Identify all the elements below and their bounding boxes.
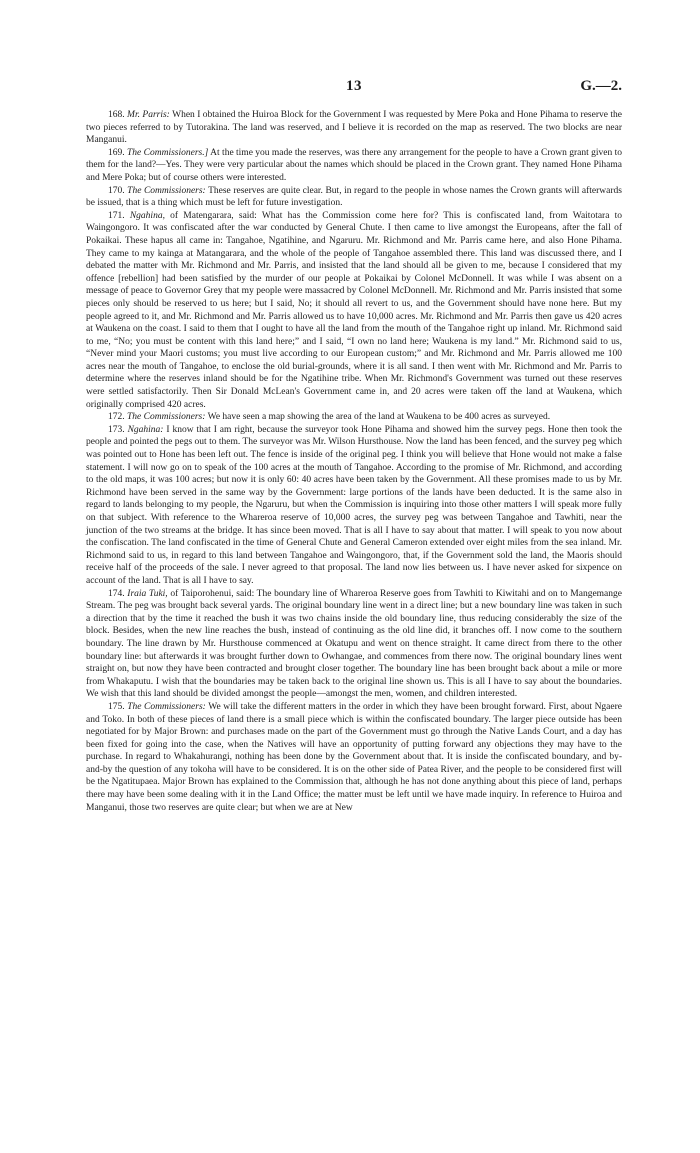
page-number: 13 bbox=[346, 78, 362, 94]
speaker-name: Iraia Tuki, bbox=[127, 588, 168, 599]
speaker-name: Mr. Parris: bbox=[127, 110, 170, 120]
speaker-name: The Commissioners: bbox=[127, 701, 206, 712]
paragraph-169 bbox=[86, 147, 622, 185]
paragraph-number: 175. bbox=[108, 701, 125, 712]
speaker-name: The Commissioners: bbox=[127, 412, 206, 423]
paragraph-text: When I obtained the Huiroa Block for the Government I was requested by Mere Poka and Hone Pihama to reserve the two pieces referred to by Tutorakina. The land was reserved, and I believe it is recorded on the map as reserved. The two blocks are near Manganui. bbox=[86, 110, 622, 146]
speaker-name: The Commissioners: bbox=[127, 185, 206, 196]
speaker-name: The Commissioners.] bbox=[127, 147, 209, 158]
paragraph-number: 168. bbox=[108, 110, 125, 120]
paragraph-text: These reserves are quite clear. But, in regard to the people in whose names the Crown grants will afterwards be issued, that is a thing which must be left for future investigation. bbox=[86, 185, 622, 209]
paragraph-172 bbox=[86, 411, 622, 424]
paragraph-text: At the time you made the reserves, was there any arrangement for the people to have a Crown grant given to them for the land?—Yes. They were very particular about the names which should be placed in the Crown grant. They named Hone Pihama and Mere Poka; but of course others were interested. bbox=[86, 147, 622, 183]
speaker-name: Ngahina, bbox=[129, 210, 165, 221]
paragraph-number: 171. bbox=[108, 210, 125, 221]
paragraph-number: 174. bbox=[108, 588, 125, 599]
paragraph-number: 172. bbox=[108, 412, 125, 423]
speaker-name: Ngahina: bbox=[127, 424, 164, 435]
paragraph-number: 170. bbox=[108, 185, 125, 196]
paragraph-text: of Taiporohenui, said: The boundary line of Whareroa Reserve goes from Tawhiti to Kiwitahi and on to Mangemange Stream. The peg was brought back several yards. The original boundary line went in a direct line; but a new boundary line was taken in such a direction that by the time it reached the bush it was two chains inside the old boundary line, thus reducing considerably the size of the block. Besides, when the new line reaches the bush, instead of continuing as the old line did, it branches off. I now come to the southern boundary. The line drawn by Mr. Hursthouse commenced at Okatupu and went on thence straight. It came direct from there to the other boundary line: but afterwards it was brought further down to Owhangae, and commences from there now. The original boundary lines went straight on, but now they have been contracted and brought closer together. The boundary line has been brought back about a mile or more from Whakaputu. I wish that the boundaries may be taken back to the original line shown us. This is all I have to say about the boundaries. We wish that this land should be divided amongst the people—amongst the men, women, and children interested. bbox=[86, 588, 622, 700]
paragraph-171 bbox=[86, 210, 622, 412]
paragraph-text: of Matengarara, said: What has the Commission come here for? This is confiscated land, from Waitotara to Waingongoro. It was confiscated after the war conducted by General Chute. I then came to live amongst the Europeans, after the fall of Pokaikai. These hapus all came in: Tangahoe, Ngatihine, and Ngaruru. Mr. Richmond and Mr. Parris came here, and also Hone Pihama. They came to my kainga at Matangarara, and the whole of the people of Tangahoe assembled there. This land was discussed there, and I debated the matter with Mr. Richmond and Mr. Parris, and insisted that the land should all be given to me, because I considered that my offence [rebellion] had been satisfied by the murder of our people at Pokaikai by Colonel McDonnell. It was while I was absent on a message of peace to Governor Grey that my people were massacred by Colonel McDonnell. Mr. Richmond and Mr. Parris insisted that some pieces only should be reserved to us here; but I said, No; it should all revert to us, and the Government should have none here. But my people agreed to it, and Mr. Richmond and Mr. Parris allowed us to have 10,000 acres. Mr. Richmond and Mr. Parris then gave us 420 acres at Waukena on the coast. I said to them that I ought to have all the land from the mouth of the Tangahoe right up inland. Mr. Richmond said to me, “No; you must be content with this land here;” and I said, “I own no land here; Waukena is my land.” Mr. Richmond said to us, “Never mind your Maori customs; you must live according to our European custom;” and Mr. Richmond and Mr. Parris allowed me 100 acres near the mouth of Tangahoe, to enclose the old burial-grounds, where it is all sand. I then went with Mr. Richmond and Mr. Parris to determine where the reserves inland should be for the Ngatihine tribe. When Mr. Richmond's Government was turned out these reserves were settled satisfactorily. Then Sir Donald McLean's Government came in, and 20 acres were taken off the land at Waukena, which originally comprised 420 acres. bbox=[86, 210, 623, 410]
paragraph-text: We will take the different matters in the order in which they have been brought forward. First, about Ngaere and Toko. In both of these pieces of land there is a small piece which is within the confiscated boundary. The larger piece outside has been negotiated for by Major Brown: and purchases made on the part of the Government must go through the Native Lands Court, and a day has been fixed for going into the case, when the Natives will have an opportunity of putting forward any objections they may have to the purchase. In regard to Whakahurangi, nothing has been done by the Government about that. It is inside the confiscated boundary, and by-and-by the question of any tokoha will have to be considered. It is on the other side of Patea River, and the people to be considered first will be the Ngatitupaea. Major Brown has explained to the Commission that, although he has not done anything about this piece of land, perhaps there may have been some dealing with it in the Land Office; the matter must be left until we have made inquiry. In reference to Huiroa and Manganui, those two reserves are quite clear; but when we are at New bbox=[86, 701, 622, 813]
paragraph-170 bbox=[86, 185, 622, 210]
paragraph-text: I know that I am right, because the surveyor took Hone Pihama and showed him the survey pegs. Hone then took the people and pointed the pegs out to them. The surveyor was Mr. Wilson Hursthouse. Now the land has been fenced, and the survey peg which was pointed out to Hone has been left out. The fence is inside of the original peg. I think you will believe that Hone would not make a false statement. I will now go on to speak of the 100 acres at the mouth of Tangahoe. According to the promise of Mr. Richmond, and according to the old maps, it was 100 acres; but now it is only 60: 40 acres have been taken by the Government. All these promises made to us by Mr. Richmond have been served in the same way by the Government: large portions of the lands have been deducted. It is the same also in regard to lands belonging to my people, the Ngaruru, but when the Commission is inquiring into those other matters I will speak more fully on that subject. With reference to the Whareroa reserve of 10,000 acres, the survey peg was between Tangahoe and Tawhiti, near the junction of the two streams at the bridge. It has since been moved. That is all I have to say about that matter. I will speak to you now about the confiscation. The land confiscated in the time of General Chute and General Cameron extended over eight miles from the sea inland. Mr. Richmond said to us, in regard to this land between Tangahoe and Waingongoro, that, if the Government sold the land, the Maoris should receive half of the proceeds of the sale. I never agreed to that proposal. The land now lies between us. I have never asked for sixpence on account of the land. That is all I have to say. bbox=[86, 424, 623, 586]
paragraph-number: 173. bbox=[108, 424, 125, 435]
paragraph-174 bbox=[86, 588, 622, 701]
paragraph-text: We have seen a map showing the area of the land at Waukena to be 400 acres as surveyed. bbox=[207, 412, 551, 423]
document-code: G.—2. bbox=[580, 78, 622, 94]
paragraph-168 bbox=[86, 109, 622, 147]
paragraph-175 bbox=[86, 701, 622, 814]
paragraph-173 bbox=[86, 424, 622, 588]
page-header bbox=[86, 78, 622, 98]
paragraph-number: 169. bbox=[108, 147, 125, 158]
document-body bbox=[86, 109, 622, 814]
